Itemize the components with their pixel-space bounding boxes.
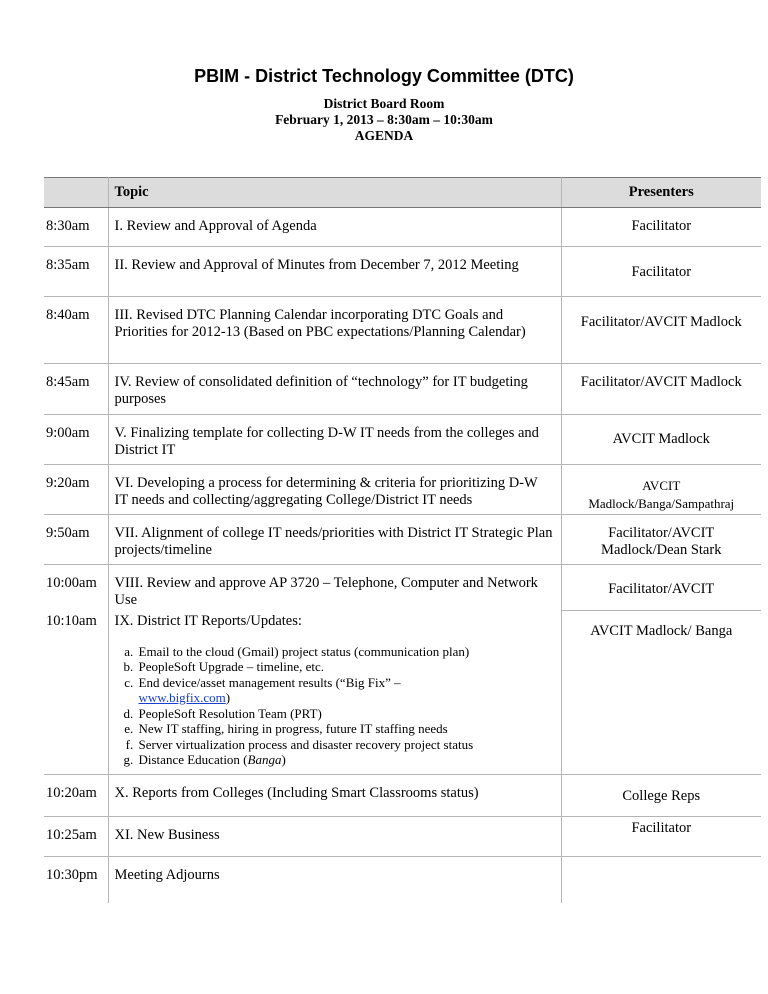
row-presenter — [561, 857, 761, 904]
meeting-datetime: February 1, 2013 – 8:30am – 10:30am — [275, 112, 493, 127]
list-item: a. Email to the cloud (Gmail) project status (communication plan) — [137, 644, 555, 660]
list-item: d. PeopleSoft Resolution Team (PRT) — [137, 706, 555, 722]
row-time: 10:10am — [44, 611, 108, 775]
table-row — [44, 857, 761, 904]
row-time: 9:00am — [44, 415, 108, 465]
row-topic: III. Revised DTC Planning Calendar incorporating DTC Goals and Priorities for 2012-13 (Based on PBC expectations/Planning Calendar) — [108, 297, 561, 364]
document-title: PBIM - District Technology Committee (DTC) — [194, 66, 574, 86]
list-item: f. Server virtualization process and disaster recovery project status — [137, 737, 555, 753]
row-time: 10:30pm — [44, 857, 108, 904]
table-row — [44, 817, 761, 857]
table-row — [44, 465, 761, 515]
row-presenter: Facilitator — [561, 247, 761, 297]
table-row — [44, 208, 761, 247]
list-item-text: Distance Education ( — [138, 752, 248, 767]
table-header-row — [44, 178, 761, 208]
row-time: 10:00am — [44, 565, 108, 611]
row-time: 9:50am — [44, 515, 108, 565]
header-time-cell — [44, 178, 108, 208]
row-topic: IV. Review of consolidated definition of “technology” for IT budgeting purposes — [108, 364, 561, 415]
table-row — [44, 775, 761, 817]
row-presenter: Facilitator/AVCIT Madlock — [561, 297, 761, 364]
list-item-text: ) — [225, 690, 231, 705]
row-topic: XI. New Business — [108, 817, 561, 857]
header-presenters: Presenters — [561, 178, 761, 208]
row-topic: II. Review and Approval of Minutes from December 7, 2012 Meeting — [108, 247, 561, 297]
row-topic: VIII. Review and approve AP 3720 – Telephone, Computer and Network Use — [108, 565, 561, 611]
row-presenter: AVCIT Madlock — [561, 415, 761, 465]
row-time: 9:20am — [44, 465, 108, 515]
row-time: 10:25am — [44, 817, 108, 857]
row-presenter: Facilitator — [561, 208, 761, 247]
row-time: 8:35am — [44, 247, 108, 297]
table-row — [44, 364, 761, 415]
row-presenter: Facilitator/AVCIT Madlock — [561, 364, 761, 415]
bigfix-link[interactable]: www.bigfix.com — [138, 690, 226, 705]
row-time: 8:30am — [44, 208, 108, 247]
list-item — [137, 675, 555, 706]
table-row — [44, 247, 761, 297]
row-topic: X. Reports from Colleges (Including Smart Classrooms status) — [108, 775, 561, 817]
row-presenter: AVCIT Madlock/ Banga — [561, 611, 761, 775]
presenter-line: AVCIT — [642, 478, 681, 493]
row-time: 8:40am — [44, 297, 108, 364]
row-time: 10:20am — [44, 775, 108, 817]
meeting-location: District Board Room — [323, 96, 445, 111]
table-row — [44, 297, 761, 364]
list-item-text: ) — [281, 752, 286, 767]
row-presenter — [561, 465, 761, 515]
header-topic: Topic — [108, 178, 561, 208]
row-topic: Meeting Adjourns — [108, 857, 561, 904]
row-presenter: Facilitator — [561, 817, 761, 857]
reports-heading: IX. District IT Reports/Updates: — [114, 612, 302, 629]
list-item-italic: Banga — [247, 752, 282, 767]
table-row — [44, 515, 761, 565]
list-item — [137, 752, 555, 768]
row-topic — [108, 611, 561, 775]
list-item: e. New IT staffing, hiring in progress, future IT staffing needs — [137, 721, 555, 737]
row-topic: V. Finalizing template for collecting D-W IT needs from the colleges and District IT — [108, 415, 561, 465]
agenda-table — [44, 177, 761, 903]
reports-sublist — [115, 644, 555, 768]
table-row — [44, 415, 761, 465]
row-presenter: Facilitator/AVCIT — [561, 565, 761, 611]
list-item-text: End device/asset management results (“Big Fix” – — [138, 674, 401, 690]
table-row — [44, 611, 761, 775]
row-topic: VII. Alignment of college IT needs/priorities with District IT Strategic Plan projects/timeline — [108, 515, 561, 565]
table-row — [44, 565, 761, 611]
list-item: b. PeopleSoft Upgrade – timeline, etc. — [137, 659, 555, 675]
agenda-label: AGENDA — [354, 128, 414, 143]
row-presenter: College Reps — [561, 775, 761, 817]
row-topic: VI. Developing a process for determining & criteria for prioritizing D-W IT needs and collecting/aggregating College/District IT needs — [108, 465, 561, 515]
row-presenter: Facilitator/AVCIT Madlock/Dean Stark — [561, 515, 761, 565]
row-time: 8:45am — [44, 364, 108, 415]
presenter-line: Madlock/Banga/Sampathraj — [588, 496, 735, 511]
row-topic: I. Review and Approval of Agenda — [108, 208, 561, 247]
